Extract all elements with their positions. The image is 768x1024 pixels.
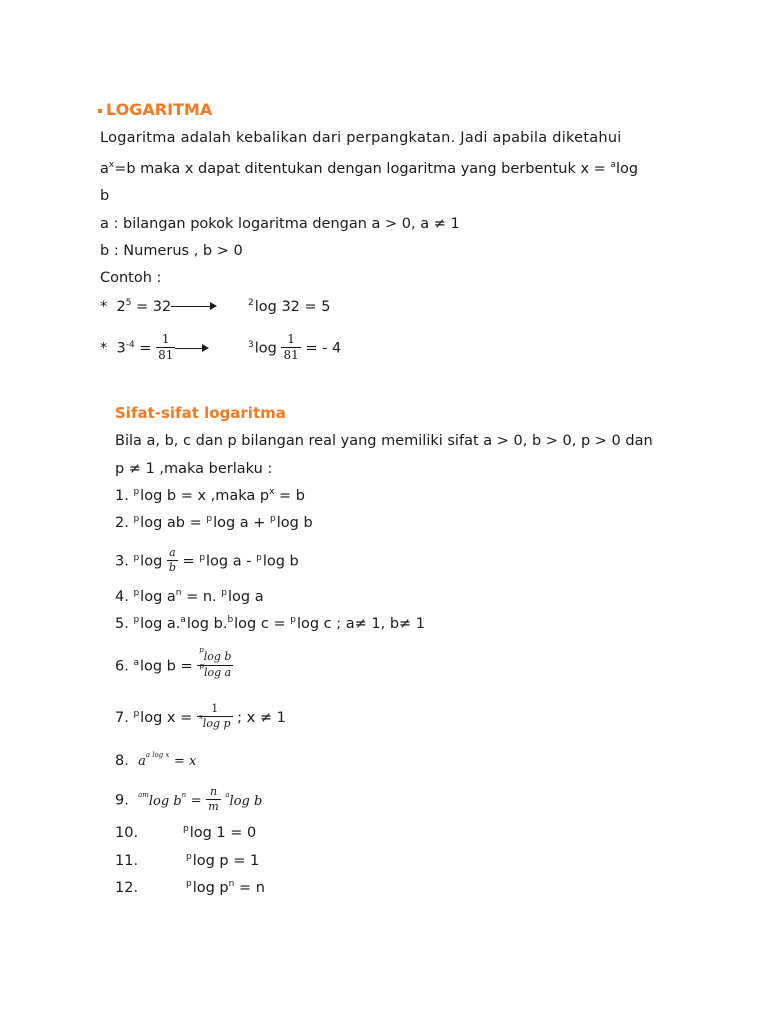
- intro-line-2: $a^x=b$ maka x dapat ditentukan dengan logaritma yang berbentuk x = $^a$log: [100, 160, 639, 177]
- example-2-power: * $3^{-4}$ = $\frac{1}{81}$: [100, 334, 209, 363]
- fraction-one-over-81: $\frac{1}{81}$: [158, 332, 174, 362]
- property-12: $^p$log $p^n = n$: [186, 879, 265, 896]
- property-12-number: 12.: [115, 880, 139, 896]
- intro-line-1: Logaritma adalah kebalikan dari perpangkatan. Jadi apabila diketahui: [100, 130, 622, 146]
- property-2: 2. $^p$log ab = $^p$log a + $^p$log b: [115, 514, 313, 531]
- property-11: $^p$log p = 1: [186, 852, 260, 869]
- property-10-number: 10.: [115, 825, 139, 841]
- arrow-icon: [171, 302, 217, 312]
- intro-line-3: b: [100, 188, 110, 204]
- fraction-a-over-b: $\frac{a}{b}$: [168, 546, 176, 574]
- property-9: 9. $^{am}$log $b^n$ = $\frac{n}{m}$ $^a$log b: [115, 785, 263, 813]
- fraction-one-over-81-log: $\frac{1}{81}$: [283, 332, 299, 362]
- fraction-one-over-log-p: $\frac{1}{^x\log p}$: [198, 702, 231, 730]
- section-title-sifat: Sifat-sifat logaritma: [115, 404, 286, 422]
- sifat-intro-2: p ≠ 1 ,maka berlaku :: [115, 461, 273, 477]
- section-title-logaritma: LOGARITMA: [98, 101, 212, 120]
- title-bullet: [98, 109, 102, 113]
- property-11-number: 11.: [115, 853, 139, 869]
- definition-a: a : bilangan pokok logaritma dengan a > 0, a ≠ 1: [100, 216, 460, 232]
- example-heading: Contoh :: [100, 270, 162, 286]
- arrow-icon: [175, 344, 209, 354]
- fraction-change-of-base: $\frac{^p\log b}{^p\log a}$: [199, 646, 232, 679]
- property-4: 4. $^p$log $a^n = n$. $^p$log a: [115, 588, 264, 605]
- property-3: 3. $^p$log $\frac{a}{b}$ = $^p$log a - $^p$log b: [115, 546, 299, 574]
- property-8: 8. $a^{a log x} = x$: [115, 751, 197, 769]
- property-5: 5. $^p$log a.$^a$log b.$^b$log c = $^p$log c ; a≠ 1, b≠ 1: [115, 615, 426, 632]
- property-6: 6. $^a$log b = $\frac{^p\log b}{^p\log a}$: [115, 646, 232, 679]
- example-2-log: $^3$log $\frac{1}{81}$ = - 4: [248, 332, 342, 362]
- sifat-intro-1: Bila a, b, c dan p bilangan real yang memiliki sifat a > 0, b > 0, p > 0 dan: [115, 433, 653, 449]
- fraction-n-over-m: $\frac{n}{m}$: [208, 785, 219, 813]
- property-10: $^p$log 1 = 0: [183, 824, 257, 841]
- example-1-power: * $2^5 = 32$: [100, 298, 217, 318]
- example-1-log: $^2$log 32 = 5: [248, 298, 331, 315]
- property-1: 1. $^p$log b = x ,maka $p^x = b$: [115, 487, 306, 504]
- definition-b: b : Numerus , b > 0: [100, 243, 243, 259]
- property-7: 7. $^p$log x = $\frac{1}{^x\log p}$ ; x ≠ 1: [115, 702, 286, 730]
